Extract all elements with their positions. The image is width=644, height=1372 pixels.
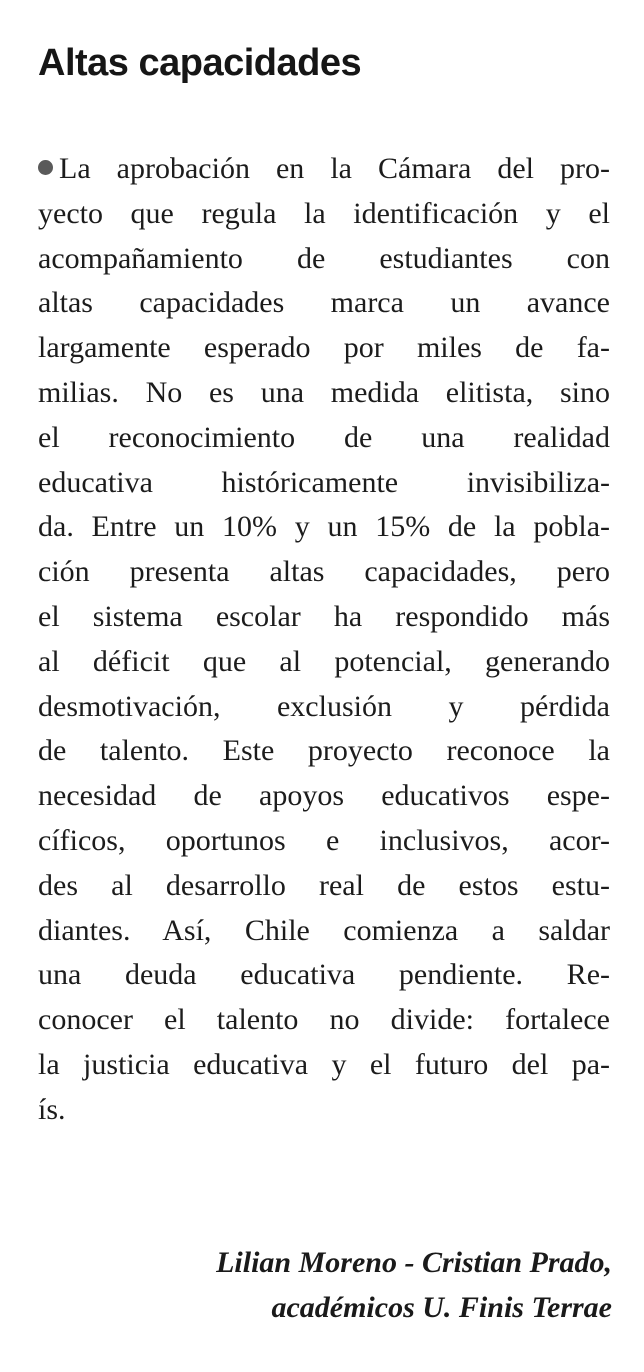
article-body <box>38 147 610 1133</box>
body-line: una deuda educativa pendiente. Re- <box>38 958 610 992</box>
body-line: acompañamiento de estudiantes con <box>38 241 610 275</box>
body-line: diantes. Así, Chile comienza a saldar <box>38 913 610 947</box>
body-line: cíficos, oportunos e inclusivos, acor- <box>38 823 610 857</box>
body-line: conocer el talento no divide: fortalece <box>38 1003 610 1037</box>
body-line: da. Entre un 10% y un 15% de la pobla- <box>38 510 610 544</box>
body-line: yecto que regula la identificación y el <box>38 196 610 230</box>
body-line: el reconocimiento de una realidad <box>38 420 610 454</box>
bullet-dot-icon <box>38 160 53 175</box>
body-line: necesidad de apoyos educativos espe- <box>38 779 610 813</box>
body-line: educativa históricamente invisibiliza- <box>38 465 610 499</box>
body-line: des al desarrollo real de estos estu- <box>38 868 610 902</box>
body-line: ción presenta altas capacidades, pero <box>38 555 610 589</box>
body-line: el sistema escolar ha respondido más <box>38 599 610 633</box>
author-names: Lilian Moreno - Cristian Prado, <box>216 1246 612 1279</box>
body-line: al déficit que al potencial, generando <box>38 644 610 678</box>
author-signature <box>52 1240 612 1330</box>
body-line: de talento. Este proyecto reconoce la <box>38 734 610 768</box>
body-line: desmotivación, exclusión y pérdida <box>38 689 610 723</box>
author-affiliation: académicos U. Finis Terrae <box>271 1291 612 1324</box>
body-line: largamente esperado por miles de fa- <box>38 331 610 365</box>
body-line: ís. <box>38 1092 66 1126</box>
article-title: Altas capacidades <box>38 42 362 84</box>
body-line: La aprobación en la Cámara del pro- <box>38 147 610 192</box>
body-line: la justicia educativa y el futuro del pa- <box>38 1047 610 1081</box>
body-line: altas capacidades marca un avance <box>38 286 610 320</box>
body-line: milias. No es una medida elitista, sino <box>38 375 610 409</box>
